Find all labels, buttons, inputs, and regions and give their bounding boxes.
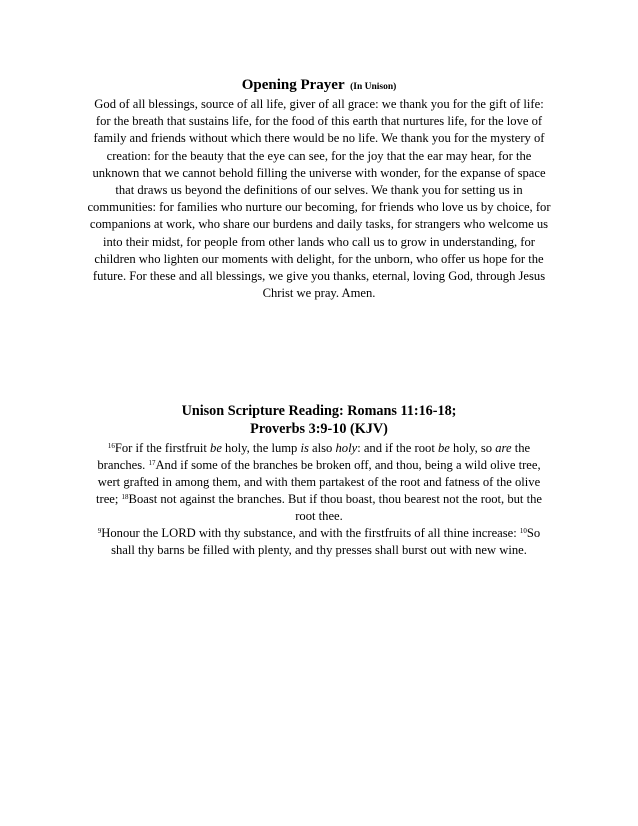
verse-text: For if the firstfruit (114, 441, 211, 455)
proverbs-passage (88, 525, 550, 559)
italic-word: holy (335, 441, 358, 455)
verse-text: And if some of the branches be broken off, and thou, being a wild olive tree, wert grafted in among them, and with them partakest of the root and fatness of the olive tree; (96, 458, 541, 506)
scripture-title-line-1: Unison Scripture Reading: Romans 11:16-18; (181, 403, 457, 419)
scripture-title-line-2: Proverbs 3:9-10 (KJV) (250, 420, 388, 437)
verse-number: 9 (97, 527, 102, 535)
verse-number: 18 (121, 493, 129, 501)
verse-text: also (308, 441, 336, 455)
verse-text: Honour the LORD with thy substance, and with the firstfruits of all thine increase: (101, 526, 517, 540)
verse-number: 17 (148, 459, 156, 467)
italic-word: be (437, 441, 450, 455)
verse-text: holy, so (449, 441, 496, 455)
opening-prayer-title: Opening Prayer (241, 77, 345, 93)
scripture-reading-text (88, 440, 550, 559)
verse-text: the branches. (97, 441, 531, 472)
verse-number: 16 (107, 442, 115, 450)
verse-text: So shall thy barns be filled with plenty, and thy presses shall burst out with new wine. (111, 526, 541, 557)
verse-text: holy, the lump (221, 441, 301, 455)
opening-prayer-heading (88, 76, 550, 96)
italic-word: be (210, 441, 222, 455)
opening-prayer-subtitle: (In Unison) (350, 82, 397, 92)
opening-prayer-text: God of all blessings, source of all life, giver of all grace: we thank you for the gift of life: for the breath that sustains life, for the food of this earth that nurtures life, for the love of family and friends without which there would be no life. We thank you for the mystery of creation: for the beauty that the eye can see, for the joy that the ear may hear, for the unknown that we cannot behold filling the universe with wonder, for the expanse of space that draws us beyond the definitions of our selves. We thank you for setting us in communities: for families who nurture our becoming, for friends who love us by choice, for companions at work, who share our burdens and daily tasks, for strangers who welcome us into their midst, for people from other lands who call us to grow in understanding, for children who lighten our moments with delight, for the unborn, who offer us hope for the future. For these and all blessings, we give you thanks, eternal, loving God, through Jesus Christ we pray. Amen. (87, 97, 551, 301)
scripture-reading-heading (88, 403, 550, 438)
verse-text: Boast not against the branches. But if thou boast, thou bearest not the root, but the root thee. (128, 492, 542, 523)
verse-text: : and if the root (357, 441, 438, 455)
romans-passage (88, 440, 550, 525)
italic-word: is (300, 441, 309, 455)
verse-number: 10 (519, 527, 527, 535)
italic-word: are (495, 441, 512, 455)
